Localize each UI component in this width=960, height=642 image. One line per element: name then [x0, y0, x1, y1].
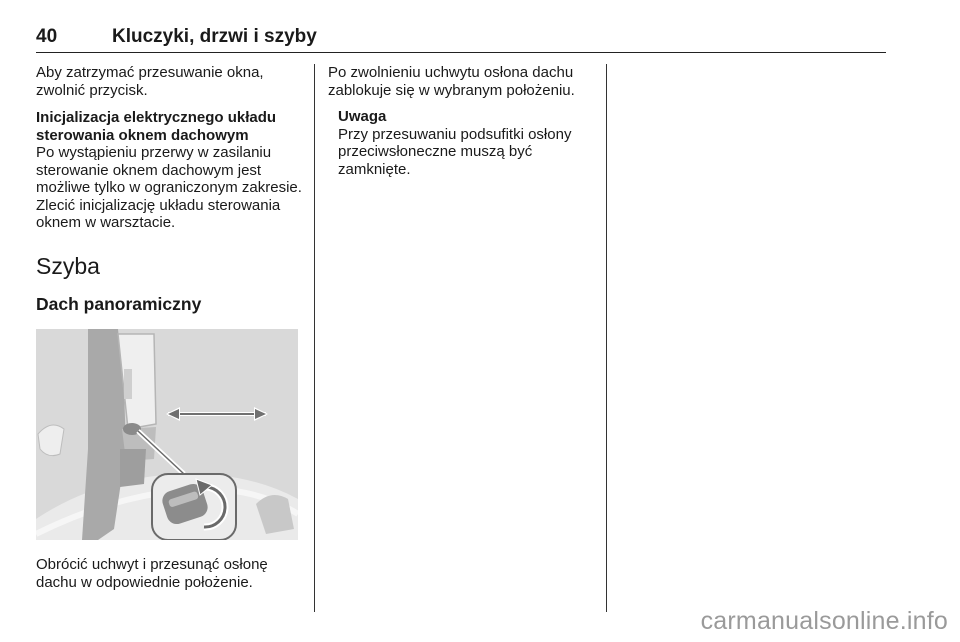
subsection-title: Dach panoramiczny	[36, 293, 202, 314]
column-middle	[328, 64, 600, 178]
sunroof-handle-illustration	[36, 329, 298, 540]
watermark: carmanualsonline.info	[700, 607, 948, 635]
column-divider-right	[606, 64, 607, 612]
init-paragraph: Po wystąpieniu przerwy w zasilaniu sterowanie oknem dachowym jest możliwe tylko w ograniczonym zakresie. Zlecić inicjalizację układu sterowania oknem w warsztacie.	[36, 144, 302, 231]
note-block	[338, 108, 600, 178]
note-text: Przy przesuwaniu podsufitki osłony przeciwsłoneczne muszą być zamknięte.	[338, 125, 572, 178]
column-divider-left	[314, 64, 315, 612]
page-header	[36, 22, 886, 53]
init-heading: Inicjalizacja elektrycznego układu sterowania oknem dachowym	[36, 109, 277, 144]
chapter-title: Kluczyki, drzwi i szyby	[112, 26, 317, 47]
section-title: Szyba	[36, 252, 100, 279]
intro-paragraph: Aby zatrzymać przesuwanie okna, zwolnić przycisk.	[36, 64, 264, 99]
page-number: 40	[36, 26, 58, 47]
column-left	[36, 64, 308, 315]
note-title: Uwaga	[338, 108, 387, 125]
figure-caption: Obrócić uchwyt i przesunąć osłonę dachu w odpowiednie położenie.	[36, 556, 268, 591]
release-paragraph: Po zwolnieniu uchwytu osłona dachu zablokuje się w wybranym położeniu.	[328, 64, 575, 99]
